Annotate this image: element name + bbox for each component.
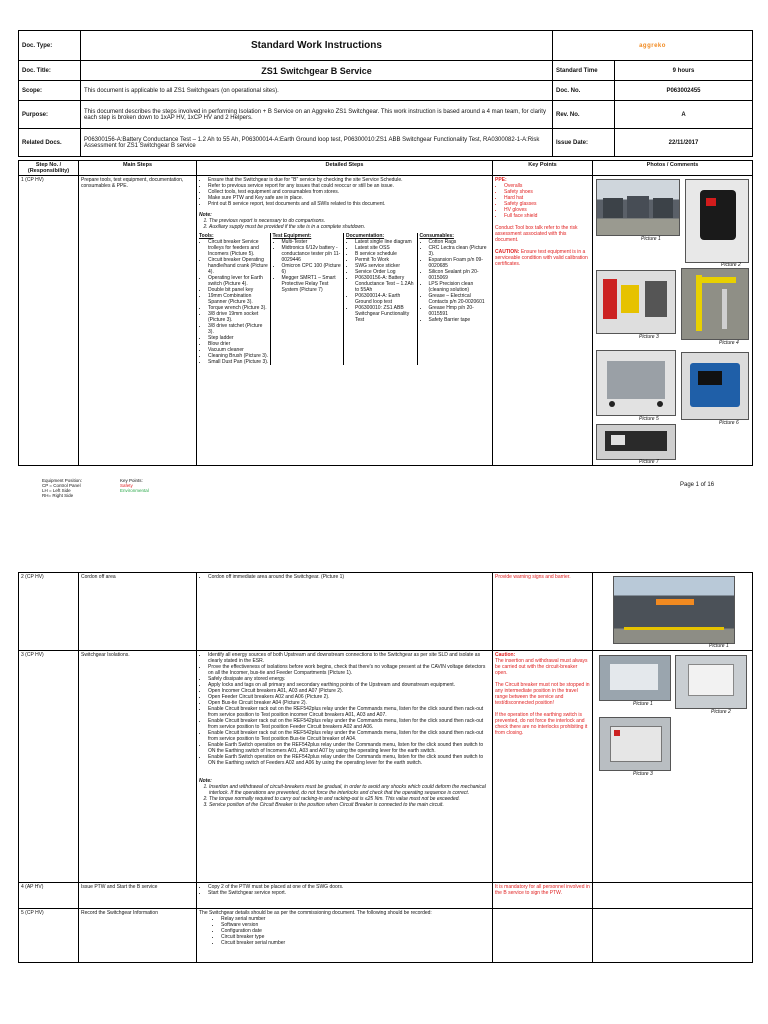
caution-label: CAUTION: — [495, 249, 520, 255]
key-points-legend — [120, 478, 149, 493]
list-item: • Omicron CPC 100 (Picture 6) — [282, 263, 344, 275]
step-3-main: Switchgear Isolations. — [79, 651, 197, 883]
list-item: • Circuit breaker Service trolleys for feeders and Incomers (Picture 5). — [208, 239, 270, 257]
list-item: • Latest single line diagram — [355, 239, 417, 245]
list-item: • Enable Circuit breaker rack out on the REF542plus relay under the Commands menu, listen for the click sound then rack-out from service position to Test position Bus-tie Circuit breaker of A04. — [208, 730, 490, 742]
rev-label: Rev. No. — [553, 101, 615, 129]
related-docs: P06300156-A:Battery Conductance Test – 1.2 Ah to 55 Ah, P06300014-A:Earth Ground loop test, P06300010:ZS1 ABB Switchgear Functionality Test, RA0300082-1-A:Risk Assessment for ZS1 Switchgear B service — [81, 129, 553, 157]
list-item: • Step ladder — [208, 335, 270, 341]
legend-item: LH = Left Side — [42, 488, 71, 493]
step-4-key: It is mandatory for all personnel involved in the B service to sign the PTW. — [493, 883, 593, 909]
step-3-photos — [593, 651, 753, 883]
issue-date-label: Issue Date: — [553, 129, 615, 157]
list-item: • Enable Circuit breaker rack out on the REF542plus relay under the Commands menu, listen for the click sound then rack-out from service position to Test position incomer Circuit breakers A01, A03 and A07. — [208, 706, 490, 718]
list-item: • Cotton Rags — [429, 239, 491, 245]
list-item: • Grease – Electrical Contacts p/n 20-0020601 — [429, 293, 491, 305]
kp-title: Key Points: — [120, 478, 143, 483]
legend-item: CP = Control Panel — [42, 483, 81, 488]
tools-list — [199, 239, 270, 365]
list-item: • Overalls — [504, 183, 590, 189]
list-item: • Safety Barrier tape — [429, 317, 491, 323]
list-item: • Small Dust Pan (Picture 3). — [208, 359, 270, 365]
steps-table-2 — [18, 572, 753, 963]
equipment-legend — [42, 478, 82, 498]
issue-date: 22/11/2017 — [615, 129, 753, 157]
document-header — [18, 30, 753, 157]
doc-title: ZS1 Switchgear B Service — [81, 61, 553, 81]
list-item: • Refer to previous service report for any issues that could reoccur or still be an issue. — [208, 183, 490, 189]
steps-table-1 — [18, 160, 753, 466]
list-item: • Enable Earth Switch operation on the REF542plus relay under the Commands menu, listen for the click sound then switch to ON the Earthing switch of Feeders A02 and A06 by using the operating lever for the earth switch. — [208, 754, 490, 766]
photo-cordoned-area — [613, 576, 735, 644]
note-label: Note: — [199, 778, 212, 784]
doc-no: P063002455 — [615, 81, 753, 101]
list-item: • Multi-Tester — [282, 239, 344, 245]
list-item: • Circuit breaker Operating handle/hand crank (Picture 4). — [208, 257, 270, 275]
test-equipment-column — [273, 233, 345, 365]
key-point: The insertion and withdrawal must always be carried out with the circuit-breaker open. — [495, 658, 588, 676]
list-item: • P06300010: ZS1 ABB Switchgear Functionality Test — [355, 305, 417, 323]
legend-item: RH= Right Side — [42, 493, 74, 498]
aggreko-logo: aggreko — [553, 31, 753, 61]
caption: Picture 2 — [721, 262, 741, 268]
list-item: • Torque wrench (Picture 3). — [208, 305, 270, 311]
caption: Picture 1 — [633, 701, 653, 707]
step-3-key — [493, 651, 593, 883]
step-3-notes — [199, 784, 490, 808]
list-item: • Open Incomer Circuit breakers A01, A03 and A07 (Picture 2). — [208, 688, 490, 694]
list-item: • Hard hat — [504, 195, 590, 201]
caption: Picture 1 — [641, 236, 661, 242]
caution-text: Ensure test equipment is in a serviceable condition with valid calibration certificates. — [495, 249, 588, 267]
photo-ref542plus — [599, 717, 671, 771]
col-detailed: Detailed Steps — [197, 161, 493, 176]
step-1-main: Prepare tools, test equipment, documentation, consumables & PPE. — [79, 176, 197, 466]
list-item: • SWG service sticker — [355, 263, 417, 269]
step-3-no: 3 (CP HV) — [19, 651, 79, 883]
list-item: • Operating lever for Earth switch (Picture 4). — [208, 275, 270, 287]
list-item: • 3/8 drive 19mm socket (Picture 3). — [208, 311, 270, 323]
step-1-detailed — [197, 176, 493, 466]
docs-heading: Documentation: — [346, 233, 385, 239]
list-item: • Configuration date — [221, 928, 490, 934]
doc-type: Standard Work Instructions — [81, 31, 553, 61]
photo-trolley — [596, 350, 676, 416]
caution-block — [495, 249, 590, 267]
caption: Picture 2 — [711, 709, 731, 715]
list-item: • Apply locks and tags on all primary and secondary earthing points of the Upstream and downstream equipment. — [208, 682, 490, 688]
list-item: • Ensure that the Switchgear is due for "B" service by checking the site Service Schedule. — [208, 177, 490, 183]
photo-containers — [596, 179, 680, 236]
list-item: • Collect tools, test equipment and consumables from stores. — [208, 189, 490, 195]
step-4-main: Issue PTW and Start the B service — [79, 883, 197, 909]
list-item: • 3/8 drive ratchet (Picture 3). — [208, 323, 270, 335]
list-item: • Relay serial number — [221, 916, 490, 922]
doc-no-label: Doc. No. — [553, 81, 615, 101]
rev-no: A — [615, 101, 753, 129]
step-4-photos — [593, 883, 753, 909]
step-1-key-points — [493, 176, 593, 466]
step-2-main: Cordon off area — [79, 573, 197, 651]
purpose-text: This document describes the steps involved in performing Isolation + B Service on an Aggreko ZS1 Switchgear. This work instruction is based around a 4 man team, for clarity each step is broken down to 1xAP HV, 1xCP HV and 2 Helpers. — [81, 101, 553, 129]
cons-heading: Consumables: — [419, 233, 454, 239]
kp-environmental: Environmental — [120, 488, 149, 493]
step-5-no: 5 (CP HV) — [19, 909, 79, 963]
note-label: Note: — [199, 212, 212, 218]
purpose-label: Purpose: — [19, 101, 81, 129]
step-3-detailed — [197, 651, 493, 883]
list-item: • Make sure PTW and Key safe are in place. — [208, 195, 490, 201]
step-2-no: 2 (CP HV) — [19, 573, 79, 651]
list-item: • P06300014-A: Earth Ground loop test — [355, 293, 417, 305]
page-1 — [18, 30, 752, 505]
list-item: • LPS Precision clean (cleaning solution) — [429, 281, 491, 293]
list-item: • Software version — [221, 922, 490, 928]
scope-text: This document is applicable to all ZS1 Switchgears (on operational sites). — [81, 81, 553, 101]
list-item: • Blow drier — [208, 341, 270, 347]
step-5-photos — [593, 909, 753, 963]
list-item: • Service Order Log — [355, 269, 417, 275]
tools-heading: Tools: — [199, 233, 214, 239]
list-item: • P06300156-A: Battery Conductance Test – 1.2Ah to 55Ah — [355, 275, 417, 293]
caption: Picture 1 — [709, 643, 729, 649]
step-2-detailed — [197, 573, 493, 651]
list-item: • Print out B service report, test documents and all SWIs related to this document. — [208, 201, 490, 207]
step-5-bullets — [199, 916, 490, 946]
list-item: • Permit To Work — [355, 257, 417, 263]
col-main: Main Steps — [79, 161, 197, 176]
key-point: If the operation of the earthing switch is prevented, do not force the interlock and check there are no interlocks prohibiting it from closing. — [495, 712, 588, 736]
page-2 — [18, 572, 752, 1024]
list-item: • Enable Earth Switch operation on the REF542plus relay under the Commands menu, listen for the click sound then switch to ON the Earthing switch of Incomers A01, A03 and A07 by using the operating lever for the earth switch. — [208, 742, 490, 754]
related-label: Related Docs. — [19, 129, 81, 157]
list-item: 2. Auxiliary supply must be provided if the site is in a complete shutdown. — [209, 224, 490, 230]
step-4-detailed — [197, 883, 493, 909]
standard-time: 9 hours — [615, 61, 753, 81]
tools-column — [199, 233, 271, 365]
consumables-column — [420, 233, 491, 365]
list-item: • Cleaning Brush (Picture 3). — [208, 353, 270, 359]
documentation-column — [346, 233, 418, 365]
list-item: • Expansion Foam p/n 09-0020685 — [429, 257, 491, 269]
legend-title: Equipment Position: — [42, 478, 83, 483]
step-5-detailed — [197, 909, 493, 963]
step-1-notes — [199, 218, 490, 230]
list-item: • 19mm Combination Spanner (Picture 3). — [208, 293, 270, 305]
photo-tester — [685, 179, 749, 263]
list-item: • Cordon off immediate area around the Switchgear. (Picture 1) — [208, 574, 490, 580]
list-item: • Full face shield — [504, 213, 590, 219]
ppe-heading: PPE: — [495, 177, 507, 183]
list-item: 3. Service position of the Circuit Breaker is the position when Circuit Breaker is connected to the main circuit. — [209, 802, 490, 808]
list-item: • Vacuum cleaner — [208, 347, 270, 353]
kp-safety: Safety — [120, 483, 133, 488]
list-item: • Enable Circuit breaker rack out on the REF542plus relay under the Commands menu, listen for the click sound then rack-out from service position to Test position Feeder Circuit breakers A02 and A06. — [208, 718, 490, 730]
step-5-intro: The Switchgear details should be as per the commissioning document. The following should be recorded: — [199, 910, 432, 916]
list-item: • Circuit breaker type — [221, 934, 490, 940]
photo-relay — [675, 655, 747, 709]
list-item: • CRC Lectra clean (Picture 3). — [429, 245, 491, 257]
step-2-key: Provide warning signs and barrier. — [493, 573, 593, 651]
caption: Picture 5 — [639, 416, 659, 422]
list-item: • Safety glasses — [504, 201, 590, 207]
page-number: Page 1 of 16 — [680, 482, 715, 488]
ppe-list — [495, 183, 590, 219]
caption: Picture 3 — [639, 334, 659, 340]
list-item: 2. The torque normally required to carry out racking-in and racking-out is ≤25 Nm. This value must not be exceeded. — [209, 796, 490, 802]
caption: Picture 4 — [719, 340, 739, 346]
key-point: The Circuit breaker must not be stopped in any intermediate position in the travel range between the service and test/disconnected position! — [495, 682, 590, 706]
caption: Picture 6 — [719, 420, 739, 426]
photo-smrt1 — [596, 424, 676, 460]
step-3-bullets — [199, 652, 490, 766]
list-item: • Circuit breaker serial number — [221, 940, 490, 946]
cons-list — [420, 239, 491, 323]
list-item: • Latest site OSS — [355, 245, 417, 251]
list-item: • Midtronics 6/12v battery - conductance tester p/n 11-0029446 — [282, 245, 344, 263]
photo-handles — [681, 268, 749, 340]
test-heading: Test Equipment: — [272, 233, 312, 239]
list-item: • Open Feeder Circuit breakers A02 and A06 (Picture 2). — [208, 694, 490, 700]
doc-title-label: Doc. Title: — [19, 61, 81, 81]
test-list — [273, 239, 344, 293]
list-item: • Megger SMRT1 – Smart Protective Relay Test System (Picture 7) — [282, 275, 344, 293]
list-item: • Start the Switchgear service report. — [208, 890, 490, 896]
photo-voltage-detector — [599, 655, 671, 701]
list-item: • Prove the effectiveness of isolations before work begins, check that there's no voltage present at the CAVIN voltage detectors on all the Incomer, bus-tie and Feeder Compartments (Picture 1). — [208, 664, 490, 676]
resources-grid — [199, 233, 490, 365]
photo-cpc100 — [681, 352, 749, 420]
col-key: Key Points — [493, 161, 593, 176]
list-item: • Safely dissipate any stored energy. — [208, 676, 490, 682]
standard-time-label: Standard Time — [553, 61, 615, 81]
photo-tools — [596, 270, 676, 334]
caption: Picture 3 — [633, 771, 653, 777]
doc-type-label: Doc. Type: — [19, 31, 81, 61]
step-1-bullets — [199, 177, 490, 207]
list-item: • Grease Hmp p/n 20-0015591 — [429, 305, 491, 317]
list-item: • HV gloves — [504, 207, 590, 213]
step-1-no: 1 (CP HV) — [19, 176, 79, 466]
col-photos: Photos / Comments — [593, 161, 753, 176]
list-item: 1. The previous report is necessary to do comparisons. — [209, 218, 490, 224]
toolbox-talk: Conduct Tool box talk refer to the risk assessment associated with this document. — [495, 225, 578, 243]
list-item: • Silicon Sealant p/n 20-0015069 — [429, 269, 491, 281]
step-5-key — [493, 909, 593, 963]
step-5-main: Record the Switchgear Information — [79, 909, 197, 963]
caption: Picture 7 — [639, 459, 659, 465]
list-item: • Double bit panel key — [208, 287, 270, 293]
list-item: • Identify all energy sources of both Upstream and downstream connections to the Switchgear as per site SLD and isolate as clearly stated in the ESR. — [208, 652, 490, 664]
scope-label: Scope: — [19, 81, 81, 101]
docs-list — [346, 239, 417, 323]
caution-label: Caution: — [495, 652, 516, 658]
list-item: • Copy 2 of the PTW must be placed at one of the SWG doors. — [208, 884, 490, 890]
list-item: • B service schedule — [355, 251, 417, 257]
step-4-no: 4 (AP HV) — [19, 883, 79, 909]
col-step: Step No. / (Responsibility) — [19, 161, 79, 176]
list-item: • Open Bus-tie Circuit breaker A04 (Picture 2). — [208, 700, 490, 706]
step-2-photos — [593, 573, 753, 651]
list-item: • Safety shoes — [504, 189, 590, 195]
step-1-photos — [593, 176, 753, 466]
list-item: 1. Insertion and withdrawal of circuit-breakers must be gradual, in order to avoid any shocks which could deform the mechanical interlock. If the operations are prevented, do not force the interlocks and check that the operating sequence is correct. — [209, 784, 490, 796]
